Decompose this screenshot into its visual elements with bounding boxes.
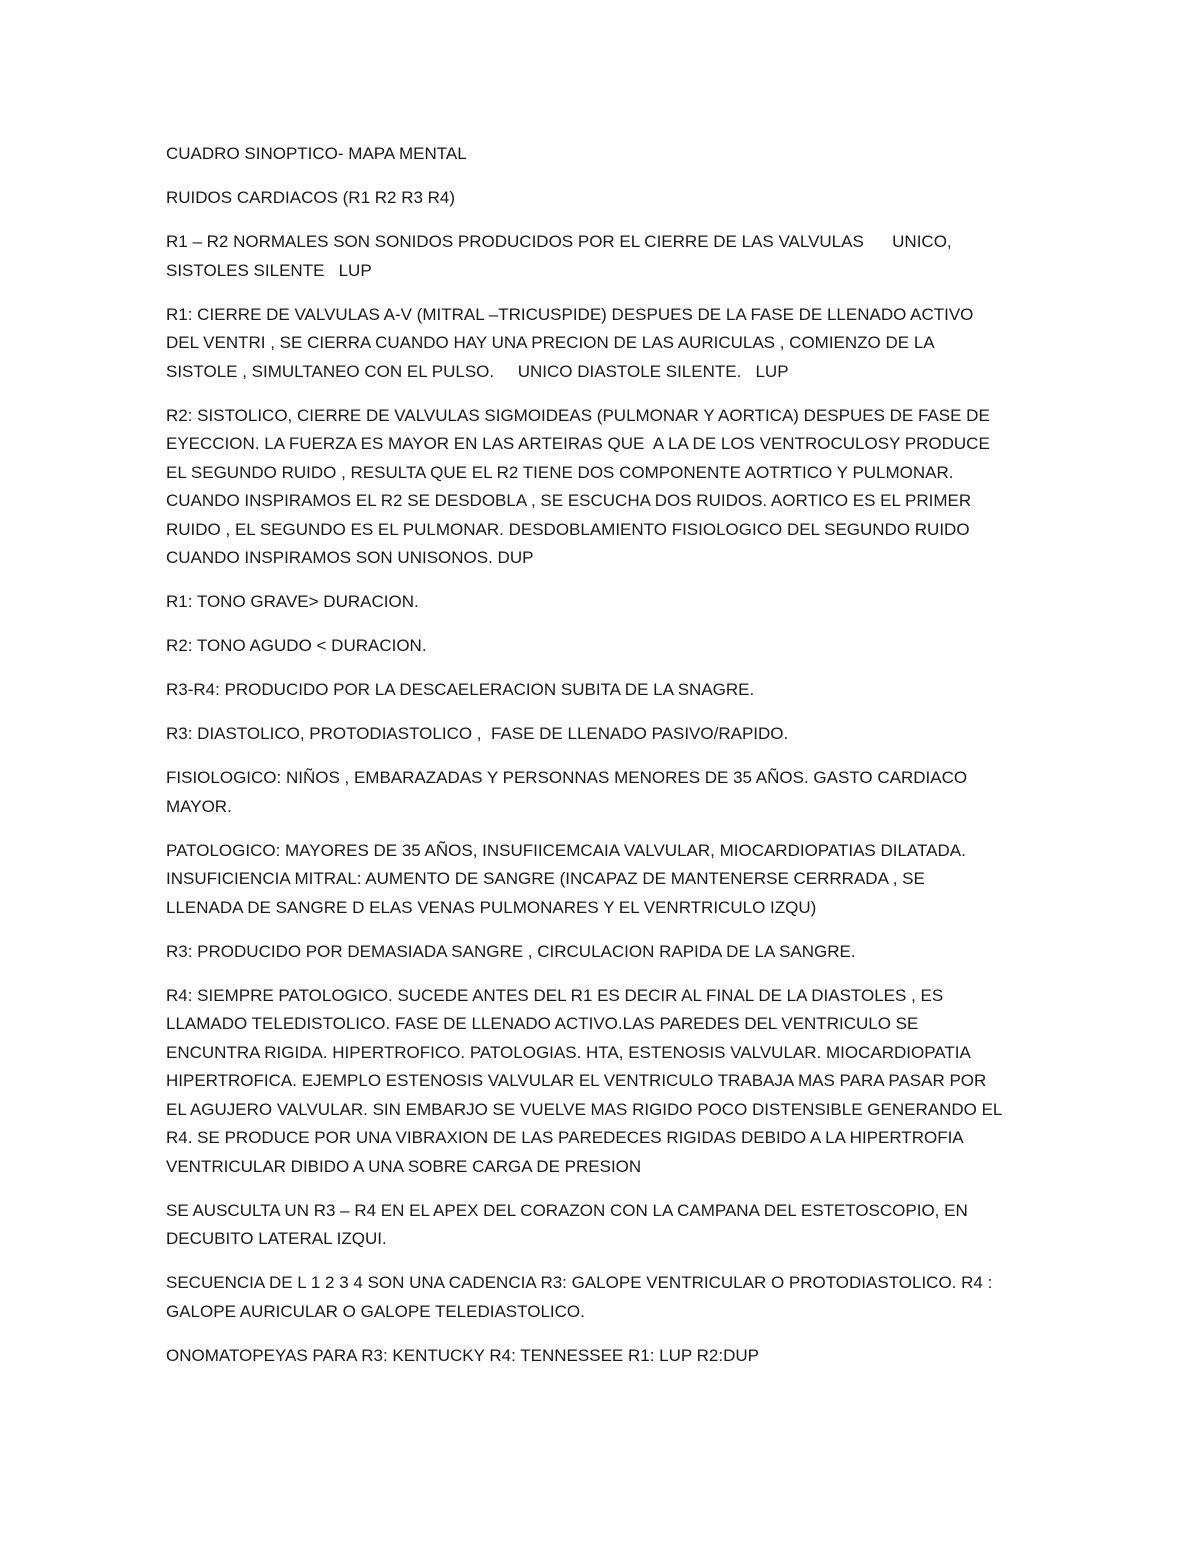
text-line: INSUFICIENCIA MITRAL: AUMENTO DE SANGRE (INCAPAZ DE MANTENERSE CERRRADA , SE bbox=[166, 869, 925, 888]
paragraph bbox=[166, 764, 1046, 821]
text-line: DECUBITO LATERAL IZQUI. bbox=[166, 1229, 387, 1248]
paragraph bbox=[166, 1342, 1046, 1371]
text-line: R2: TONO AGUDO < DURACION. bbox=[166, 636, 427, 655]
text-line: R1: CIERRE DE VALVULAS A-V (MITRAL –TRICUSPIDE) DESPUES DE LA FASE DE LLENADO ACTIVO bbox=[166, 304, 974, 324]
text-line: SECUENCIA DE L 1 2 3 4 SON UNA CADENCIA R3: GALOPE VENTRICULAR O PROTODIASTOLICO. R4 : bbox=[166, 1273, 993, 1292]
text-line: SISTOLE , SIMULTANEO CON EL PULSO. UNICO DIASTOLE SILENTE. LUP bbox=[166, 361, 789, 381]
paragraph bbox=[166, 938, 1046, 967]
text-line: R2: SISTOLICO, CIERRE DE VALVULAS SIGMOIDEAS (PULMONAR Y AORTICA) DESPUES DE FASE DE bbox=[166, 405, 990, 425]
text-line: R3: PRODUCIDO POR DEMASIADA SANGRE , CIRCULACION RAPIDA DE LA SANGRE. bbox=[166, 941, 856, 961]
paragraph bbox=[166, 184, 1046, 213]
text-line: R4: SIEMPRE PATOLOGICO. SUCEDE ANTES DEL R1 ES DECIR AL FINAL DE LA DIASTOLES , ES bbox=[166, 985, 944, 1005]
text-line: RUIDO , EL SEGUNDO ES EL PULMONAR. DESDOBLAMIENTO FISIOLOGICO DEL SEGUNDO RUIDO bbox=[166, 519, 970, 539]
paragraph bbox=[166, 1197, 1046, 1254]
text-line: EYECCION. LA FUERZA ES MAYOR EN LAS ARTEIRAS QUE A LA DE LOS VENTROCULOSY PRODUCE bbox=[166, 434, 990, 453]
text-line: EL SEGUNDO RUIDO , RESULTA QUE EL R2 TIENE DOS COMPONENTE AOTRTICO Y PULMONAR. bbox=[166, 462, 954, 482]
paragraph bbox=[166, 301, 1046, 387]
text-line: VENTRICULAR DIBIDO A UNA SOBRE CARGA DE PRESION bbox=[166, 1156, 642, 1176]
paragraph bbox=[166, 1269, 1046, 1326]
text-line: EL AGUJERO VALVULAR. SIN EMBARJO SE VUELVE MAS RIGIDO POCO DISTENSIBLE GENERANDO EL bbox=[166, 1099, 1003, 1119]
document-body bbox=[166, 140, 1046, 1386]
paragraph bbox=[166, 982, 1046, 1182]
text-line: RUIDOS CARDIACOS (R1 R2 R3 R4) bbox=[166, 188, 456, 207]
paragraph bbox=[166, 588, 1046, 617]
text-line: LLENADA DE SANGRE D ELAS VENAS PULMONARES Y EL VENRTRICULO IZQU) bbox=[166, 897, 817, 917]
text-line: R4. SE PRODUCE POR UNA VIBRAXION DE LAS PAREDECES RIGIDAS DEBIDO A LA HIPERTROFIA bbox=[166, 1128, 964, 1147]
text-line: DEL VENTRI , SE CIERRA CUANDO HAY UNA PRECION DE LAS AURICULAS , COMIENZO DE LA bbox=[166, 333, 935, 352]
text-line: SE AUSCULTA UN R3 – R4 EN EL APEX DEL CORAZON CON LA CAMPANA DEL ESTETOSCOPIO, EN bbox=[166, 1200, 968, 1220]
text-line: SISTOLES SILENTE LUP bbox=[166, 260, 372, 280]
text-line: R3-R4: PRODUCIDO POR LA DESCAELERACION SUBITA DE LA SNAGRE. bbox=[166, 680, 755, 699]
paragraph bbox=[166, 402, 1046, 573]
text-line: R1: TONO GRAVE> DURACION. bbox=[166, 592, 419, 611]
paragraph bbox=[166, 676, 1046, 705]
text-line: CUANDO INSPIRAMOS SON UNISONOS. DUP bbox=[166, 548, 534, 567]
text-line: R1 – R2 NORMALES SON SONIDOS PRODUCIDOS POR EL CIERRE DE LAS VALVULAS UNICO, bbox=[166, 232, 952, 251]
text-line: CUADRO SINOPTICO- MAPA MENTAL bbox=[166, 144, 467, 163]
paragraph bbox=[166, 228, 1046, 285]
document-title bbox=[166, 140, 1046, 169]
text-line: LLAMADO TELEDISTOLICO. FASE DE LLENADO ACTIVO.LAS PAREDES DEL VENTRICULO SE bbox=[166, 1014, 919, 1033]
text-line: MAYOR. bbox=[166, 796, 232, 816]
text-line: ONOMATOPEYAS PARA R3: KENTUCKY R4: TENNESSEE R1: LUP R2:DUP bbox=[166, 1345, 759, 1365]
text-line: FISIOLOGICO: NIÑOS , EMBARAZADAS Y PERSONNAS MENORES DE 35 AÑOS. GASTO CARDIACO bbox=[166, 768, 968, 787]
text-line: GALOPE AURICULAR O GALOPE TELEDIASTOLICO. bbox=[166, 1301, 585, 1321]
paragraph bbox=[166, 837, 1046, 923]
paragraph bbox=[166, 720, 1046, 749]
text-line: R3: DIASTOLICO, PROTODIASTOLICO , FASE DE LLENADO PASIVO/RAPIDO. bbox=[166, 724, 789, 743]
text-line: CUANDO INSPIRAMOS EL R2 SE DESDOBLA , SE ESCUCHA DOS RUIDOS. AORTICO ES EL PRIMER bbox=[166, 491, 972, 510]
paragraph bbox=[166, 632, 1046, 661]
text-line: ENCUNTRA RIGIDA. HIPERTROFICO. PATOLOGIAS. HTA, ESTENOSIS VALVULAR. MIOCARDIOPATIA bbox=[166, 1042, 971, 1062]
text-line: HIPERTROFICA. EJEMPLO ESTENOSIS VALVULAR EL VENTRICULO TRABAJA MAS PARA PASAR POR bbox=[166, 1071, 987, 1090]
text-line: PATOLOGICO: MAYORES DE 35 AÑOS, INSUFIICEMCAIA VALVULAR, MIOCARDIOPATIAS DILATADA. bbox=[166, 840, 966, 860]
